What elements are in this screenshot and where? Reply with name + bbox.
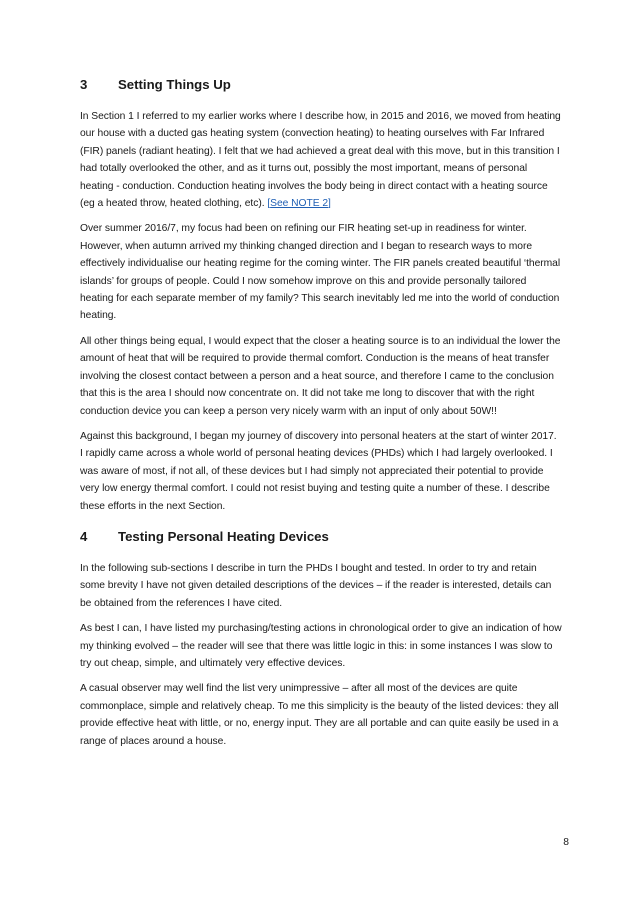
section-3-paragraph-1 bbox=[80, 108, 562, 212]
section-3-paragraph-4: Against this background, I began my journey of discovery into personal heaters at the start of winter 2017. I rapidly came across a whole world of personal heating devices (PHDs) which I had largely overlooked. I was aware of most, if not all, of these devices but I had simply not appreciated their potential to provide very low energy thermal comfort. I could not resist buying and testing quite a number of these. I describe these efforts in the next Section. bbox=[80, 430, 557, 512]
page-number: 8 bbox=[563, 837, 569, 848]
section-4-title: Testing Personal Heating Devices bbox=[118, 528, 329, 544]
section-4-number: 4 bbox=[80, 528, 88, 544]
section-3-paragraph-1-text: In Section 1 I referred to my earlier works where I describe how, in 2015 and 2016, we moved from heating our house with a ducted gas heating system (convection heating) to heating ourselves with Far Infrared (FIR) panels (radiant heating). I felt that we had achieved a great deal with this move, but in this transition I had totally overlooked the other, and as it turns out, possibly the most important, means of personal heating - conduction. Conduction heating involves the body being in direct contact with a heating source (eg a heated throw, heated clothing, etc). bbox=[80, 111, 561, 210]
section-3-paragraph-2: Over summer 2016/7, my focus had been on refining our FIR heating set-up in readiness for winter. However, when autumn arrived my thinking changed direction and I began to research ways to more effectively individualise our heating regime for the coming winter. The FIR panels created beautiful ‘thermal islands’ for groups of people. Could I now somehow improve on this and provide personally tailored heating for each separate member of my family? This search inevitably led me into the world of conduction heating. bbox=[80, 223, 561, 322]
section-4-paragraph-1: In the following sub-sections I describe in turn the PHDs I bought and tested. In order to try and retain some brevity I have not given detailed descriptions of the devices – if the reader is interested, details can be obtained from the references I have cited. bbox=[80, 562, 552, 609]
note-2-link[interactable]: See NOTE 2 bbox=[270, 198, 329, 210]
note-2-link-open[interactable]: [ bbox=[267, 198, 271, 210]
section-3-paragraph-3: All other things being equal, I would expect that the closer a heating source is to an individual the lower the amount of heat that will be required to provide thermal comfort. Conduction is the means of heat transfer involving the closest contact between a person and a heat source, and therefore I came to the conclusion that this is the area I should now concentrate on. It did not take me long to discover that with the right conduction device you can keep a person very nicely warm with an input of only about 50W!! bbox=[80, 335, 561, 417]
note-2-link-close[interactable]: ] bbox=[328, 198, 331, 210]
section-3-heading bbox=[80, 76, 562, 94]
section-4-paragraph-2: As best I can, I have listed my purchasing/testing actions in chronological order to give an indication of how my thinking evolved – the reader will see that there was little logic in this: in some instances I was slow to try out cheap, simple, and ultimately very effective devices. bbox=[80, 623, 562, 669]
section-4-heading bbox=[80, 528, 562, 546]
page-content bbox=[80, 76, 562, 758]
section-3-number: 3 bbox=[80, 77, 88, 92]
section-3-title: Setting Things Up bbox=[118, 77, 231, 92]
section-4-paragraph-3: A casual observer may well find the list very unimpressive – after all most of the devices are quite commonplace, simple and relatively cheap. To me this simplicity is the beauty of the listed devices: they all provide effective heat with little, or no, energy input. They are all portable and can quite easily be used in a range of places around a house. bbox=[80, 683, 559, 747]
